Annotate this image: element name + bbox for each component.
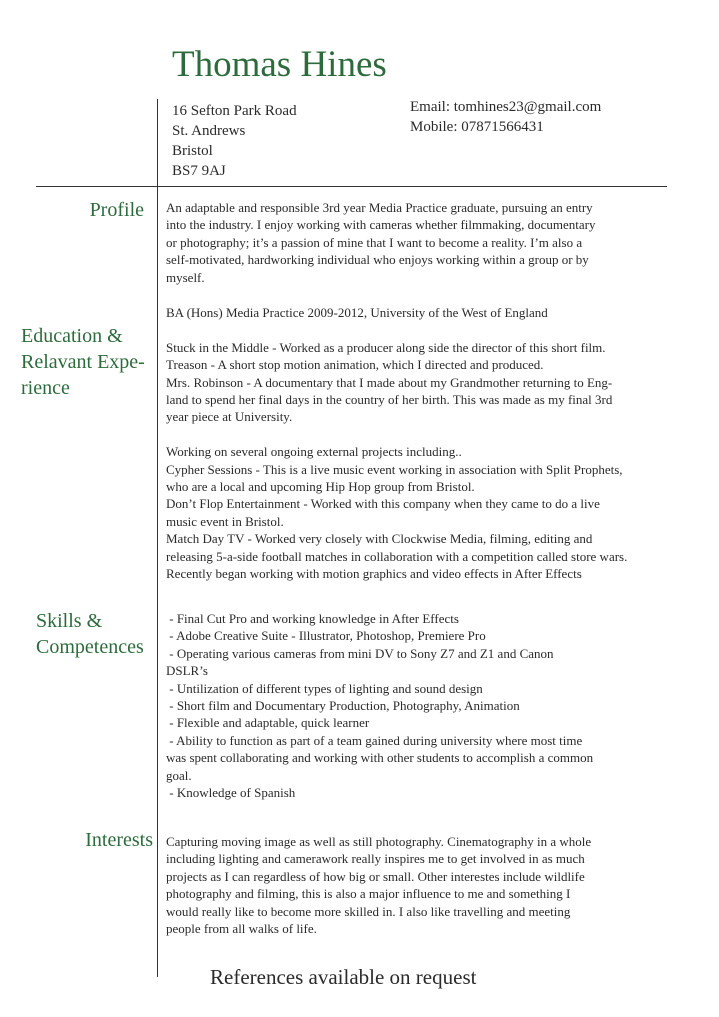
text-line: into the industry. I enjoy working with cameras whether filmmaking, documentary: [166, 217, 596, 233]
heading-line: Relavant Expe-: [21, 351, 145, 373]
list-item: - Operating various cameras from mini DV to Sony Z7 and Z1 and Canon: [166, 645, 554, 661]
heading-line: Skills &: [36, 610, 103, 632]
list-item: - Final Cut Pro and working knowledge in After Effects: [166, 611, 459, 626]
heading-line: Education &: [21, 325, 123, 347]
text-line: music event in Bristol.: [166, 513, 284, 529]
address-line: 16 Sefton Park Road: [172, 103, 297, 119]
profile-text: [166, 199, 696, 286]
heading-line: rience: [21, 377, 70, 399]
list-item: - Short film and Documentary Production, Photography, Animation: [166, 698, 520, 714]
interests-heading: Interests: [85, 829, 153, 851]
list-item: - Ability to function as part of a team gained during university where most time: [166, 732, 583, 748]
text-line: projects as I can regardless of how big or small. Other interestes include wildlife: [166, 868, 585, 884]
interests-text: [166, 833, 696, 937]
spacer: [166, 321, 696, 338]
list-item: - Knowledge of Spanish: [166, 785, 296, 801]
text-line: would really like to become more skilled in. I also like travelling and meeting: [166, 903, 571, 919]
text-line: year piece at University.: [166, 409, 293, 425]
text-line: Cypher Sessions - This is a live music event working in association with Split Prophets,: [166, 461, 623, 477]
text-line: photography and filming, this is also a major influence to me and something I: [166, 886, 571, 902]
degree-line: BA (Hons) Media Practice 2009-2012, University of the West of England: [166, 305, 548, 320]
skills-heading: [36, 608, 156, 660]
address-line: St. Andrews: [172, 123, 246, 139]
text-line: people from all walks of life.: [166, 921, 317, 937]
mobile-text: Mobile: 07871566431: [410, 119, 544, 135]
postal-address: [172, 101, 297, 181]
text-line: or photography; it’s a passion of mine that I want to become a reality. I’m also a: [166, 234, 583, 250]
spacer: [166, 426, 696, 443]
email-text: Email: tomhines23@gmail.com: [410, 99, 602, 115]
text-line: Working on several ongoing external projects including..: [166, 444, 462, 460]
address-line: BS7 9AJ: [172, 163, 226, 179]
text-line: who are a local and upcoming Hip Hop group from Bristol.: [166, 479, 475, 495]
education-text: [166, 304, 696, 582]
address-line: Bristol: [172, 143, 213, 159]
text-line: myself.: [166, 269, 205, 285]
text-line: releasing 5-a-side football matches in collaboration with a competition called store wars.: [166, 548, 628, 564]
list-item: - Flexible and adaptable, quick learner: [166, 715, 370, 731]
text-line: Capturing moving image as well as still photography. Cinematography in a whole: [166, 834, 592, 849]
profile-heading: Profile: [89, 199, 144, 221]
text-line: Stuck in the Middle - Worked as a producer along side the director of this short film.: [166, 339, 606, 355]
list-item: DSLR’s: [166, 663, 208, 679]
text-line: Treason - A short stop motion animation, which I directed and produced.: [166, 357, 544, 373]
skills-list: [166, 610, 696, 801]
list-item: was spent collaborating and working with other students to accomplish a common: [166, 750, 594, 766]
text-line: Match Day TV - Worked very closely with Clockwise Media, filming, editing and: [166, 531, 593, 547]
candidate-name: Thomas Hines: [172, 44, 387, 85]
list-item: goal.: [166, 767, 192, 783]
contact-details: [410, 97, 601, 137]
text-line: An adaptable and responsible 3rd year Media Practice graduate, pursuing an entry: [166, 200, 593, 215]
vertical-divider: [157, 99, 158, 977]
text-line: land to spend her final days in the country of her birth. This was made as my final 3rd: [166, 392, 613, 408]
references-note: References available on request: [210, 965, 477, 989]
list-item: - Adobe Creative Suite - Illustrator, Photoshop, Premiere Pro: [166, 628, 486, 644]
heading-line: Competences: [36, 636, 144, 658]
text-line: self-motivated, hardworking individual who enjoys working within a group or by: [166, 252, 589, 268]
list-item: - Untilization of different types of lighting and sound design: [166, 680, 483, 696]
text-line: including lighting and camerawork really inspires me to get involved in as much: [166, 851, 585, 867]
education-heading: [21, 323, 157, 401]
text-line: Don’t Flop Entertainment - Worked with this company when they came to do a live: [166, 496, 600, 512]
text-line: Mrs. Robinson - A documentary that I made about my Grandmother returning to Eng-: [166, 374, 613, 390]
horizontal-divider: [36, 186, 667, 187]
text-line: Recently began working with motion graphics and video effects in After Effects: [166, 566, 582, 582]
